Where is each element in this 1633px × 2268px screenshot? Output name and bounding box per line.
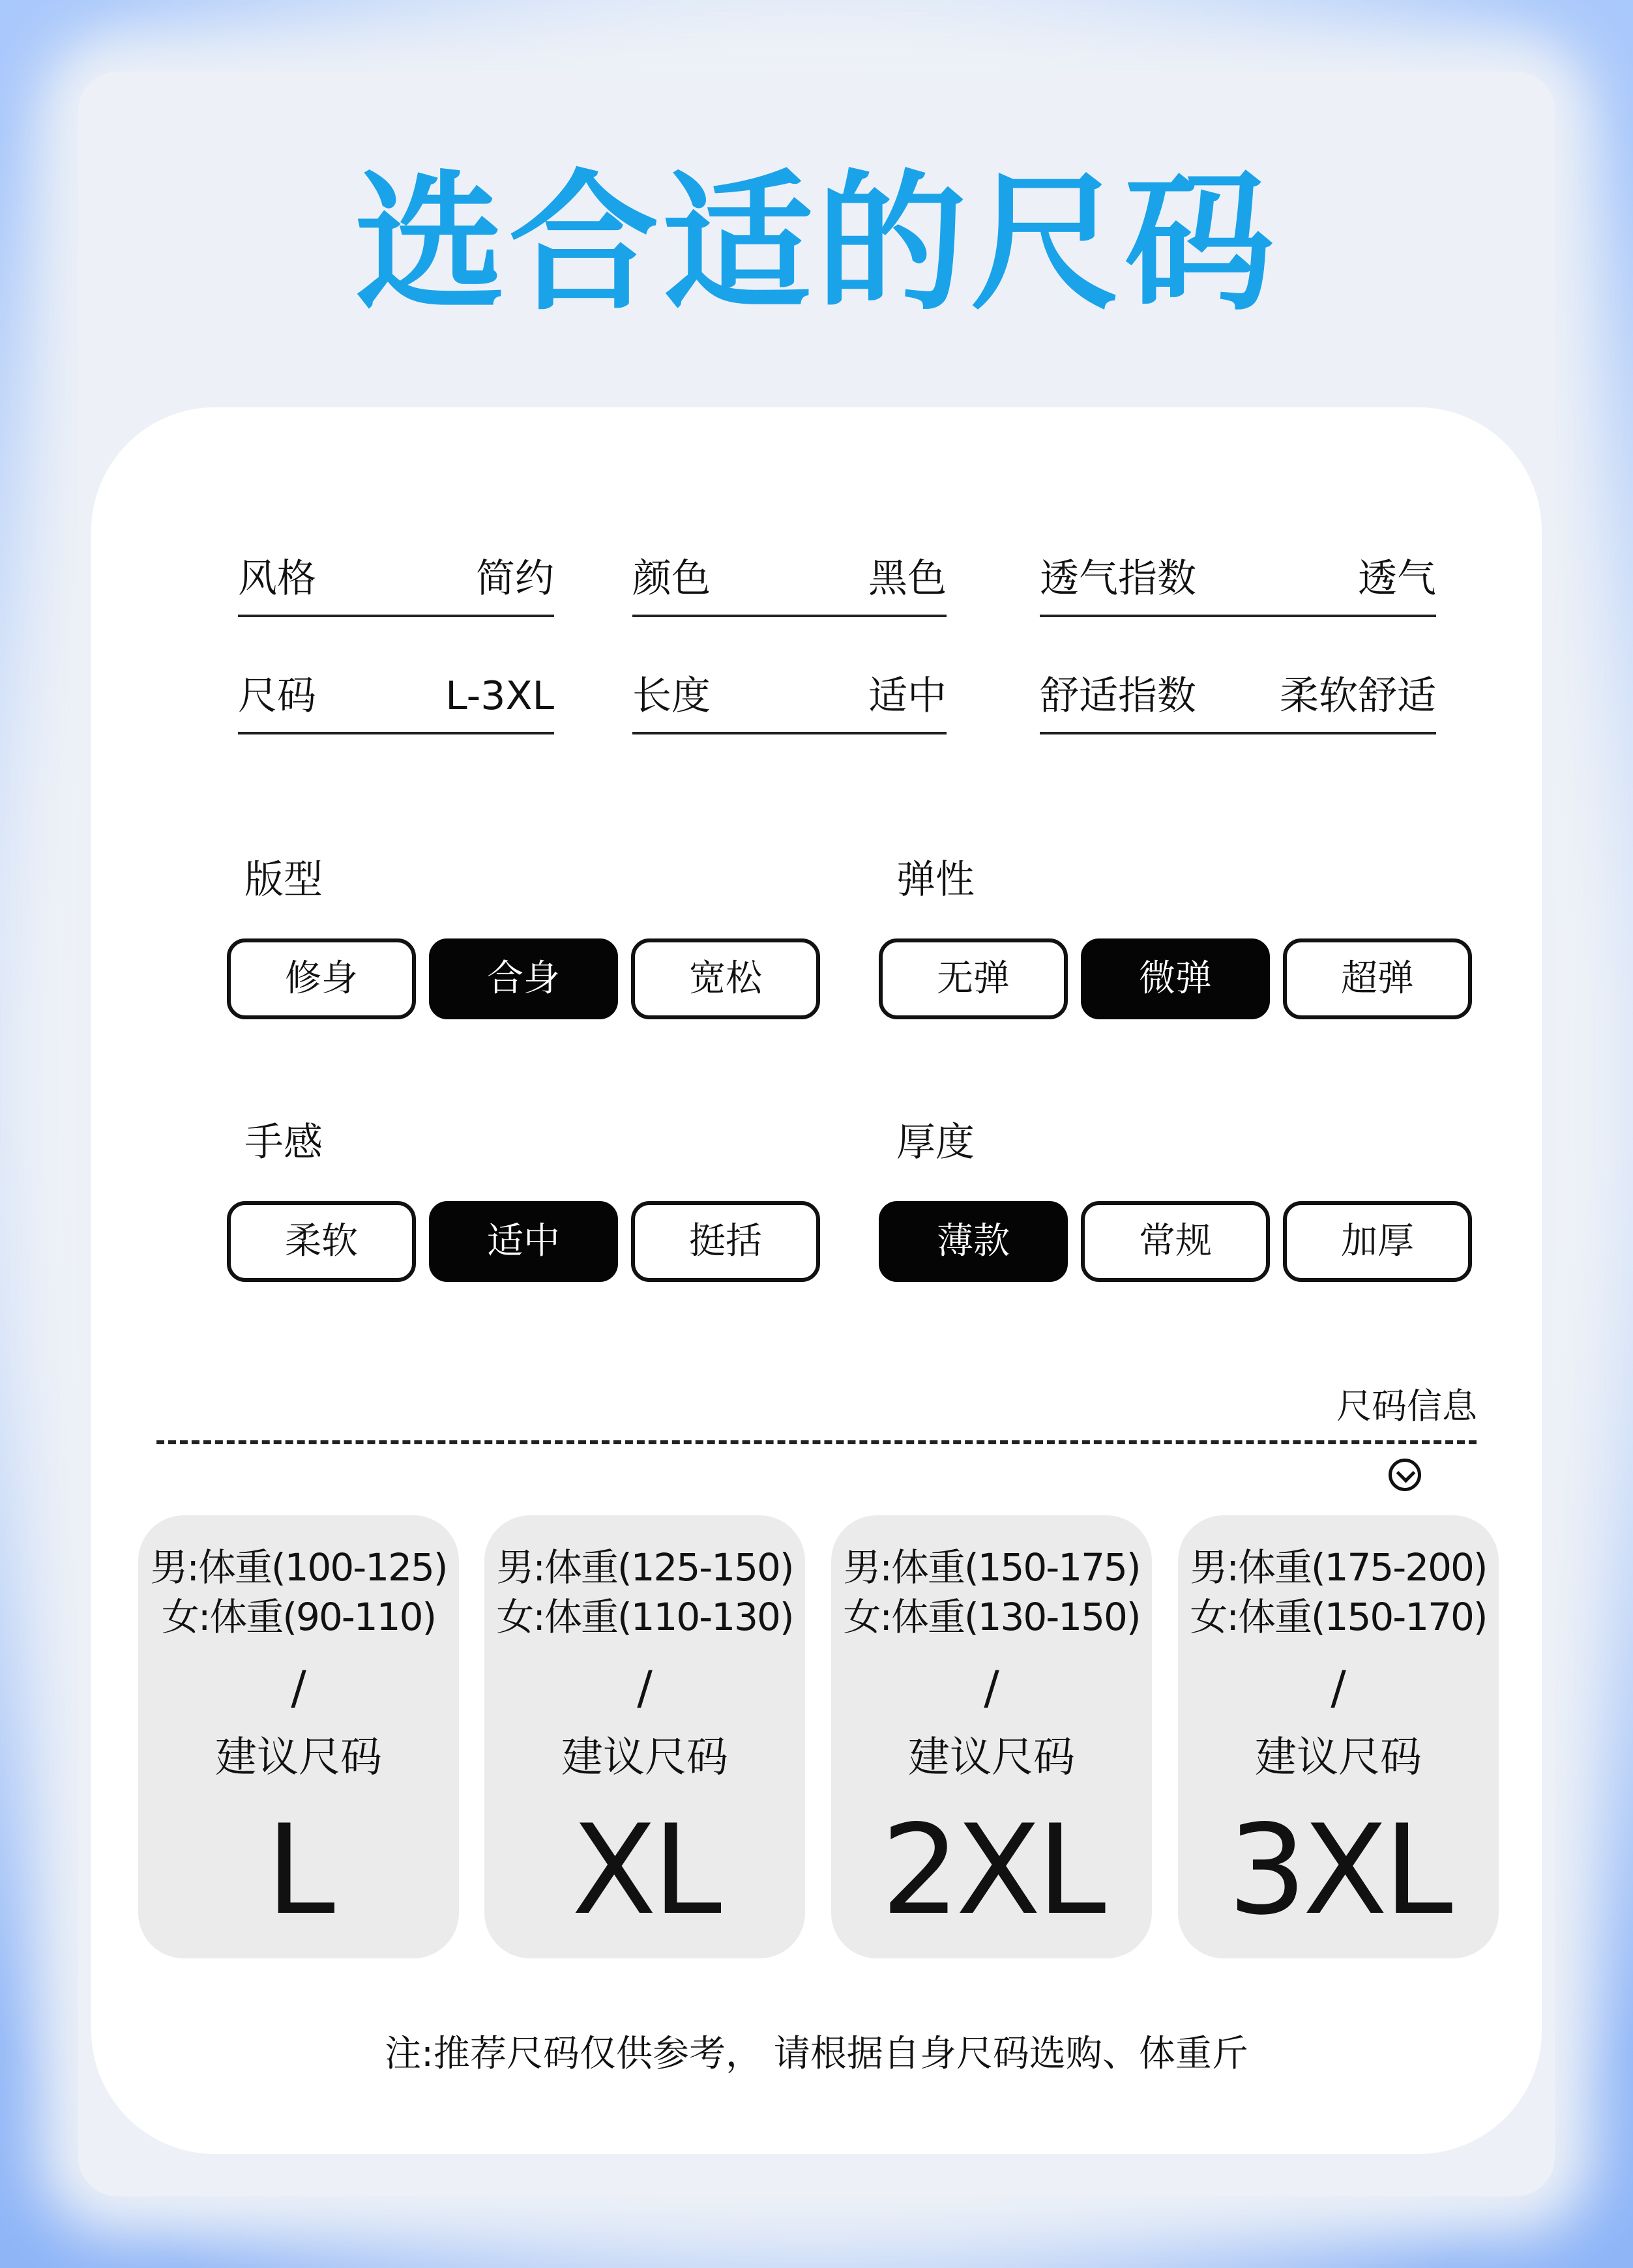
male-weight: 男:体重(125-150) — [496, 1545, 793, 1590]
spec-key: 舒适指数 — [1040, 673, 1196, 719]
group-label-elasticity: 弹性 — [896, 857, 975, 903]
spec-breathability — [1040, 543, 1436, 617]
chip-elastic-slight[interactable]: 微弹 — [1081, 938, 1270, 1019]
recommended-label: 建议尺码 — [908, 1734, 1075, 1782]
size-info-label: 尺码信息 — [1336, 1386, 1477, 1427]
male-weight: 男:体重(175-200) — [1190, 1545, 1487, 1590]
recommended-size: 2XL — [881, 1798, 1102, 1942]
chip-thick-heavy[interactable]: 加厚 — [1283, 1201, 1472, 1282]
female-weight: 女:体重(110-130) — [496, 1595, 793, 1639]
spec-value: 黑色 — [868, 556, 947, 602]
chip-elastic-none[interactable]: 无弹 — [879, 938, 1068, 1019]
slash: / — [1331, 1661, 1346, 1715]
recommended-size: L — [266, 1798, 331, 1942]
spec-key: 颜色 — [632, 556, 711, 602]
chip-feel-crisp[interactable]: 挺括 — [631, 1201, 820, 1282]
spec-color — [632, 543, 947, 617]
chip-fit-slim[interactable]: 修身 — [227, 938, 416, 1019]
group-label-thickness: 厚度 — [896, 1120, 975, 1165]
spec-key: 长度 — [632, 673, 711, 719]
female-weight: 女:体重(90-110) — [161, 1595, 436, 1639]
chip-fit-regular[interactable]: 合身 — [429, 938, 618, 1019]
size-card-L — [138, 1515, 459, 1958]
recommended-size: XL — [571, 1798, 718, 1942]
recommended-label: 建议尺码 — [561, 1734, 728, 1782]
chevron-down-icon[interactable] — [1389, 1459, 1421, 1491]
spec-key: 风格 — [238, 556, 316, 602]
slash: / — [637, 1661, 653, 1715]
chip-fit-loose[interactable]: 宽松 — [631, 938, 820, 1019]
spec-comfort — [1040, 660, 1436, 734]
spec-length — [632, 660, 947, 734]
dashed-divider — [156, 1440, 1477, 1444]
male-weight: 男:体重(150-175) — [843, 1545, 1140, 1590]
size-card-2XL — [831, 1515, 1152, 1958]
chip-thick-regular[interactable]: 常规 — [1081, 1201, 1270, 1282]
slash: / — [291, 1661, 306, 1715]
spec-value: 适中 — [868, 673, 947, 719]
female-weight: 女:体重(150-170) — [1190, 1595, 1487, 1639]
size-card-3XL — [1178, 1515, 1499, 1958]
chip-feel-soft[interactable]: 柔软 — [227, 1201, 416, 1282]
spec-value: L-3XL — [445, 673, 554, 719]
chip-elastic-super[interactable]: 超弹 — [1283, 938, 1472, 1019]
footnote: 注:推荐尺码仅供参考， 请根据自身尺码选购、体重斤 — [385, 2033, 1248, 2075]
group-label-feel: 手感 — [244, 1120, 323, 1165]
spec-value: 柔软舒适 — [1280, 673, 1436, 719]
spec-key: 尺码 — [238, 673, 316, 719]
chip-feel-medium[interactable]: 适中 — [429, 1201, 618, 1282]
chip-thick-thin[interactable]: 薄款 — [879, 1201, 1068, 1282]
spec-style — [238, 543, 554, 617]
spec-key: 透气指数 — [1040, 556, 1196, 602]
female-weight: 女:体重(130-150) — [843, 1595, 1140, 1639]
slash: / — [984, 1661, 999, 1715]
recommended-label: 建议尺码 — [1255, 1734, 1422, 1782]
recommended-size: 3XL — [1228, 1798, 1449, 1942]
spec-size-range — [238, 660, 554, 734]
group-label-fit: 版型 — [244, 857, 323, 903]
male-weight: 男:体重(100-125) — [150, 1545, 447, 1590]
recommended-label: 建议尺码 — [215, 1734, 382, 1782]
size-card-XL — [484, 1515, 805, 1958]
page-title: 选合适的尺码 — [355, 157, 1278, 331]
spec-value: 透气 — [1358, 556, 1436, 602]
spec-value: 简约 — [476, 556, 554, 602]
